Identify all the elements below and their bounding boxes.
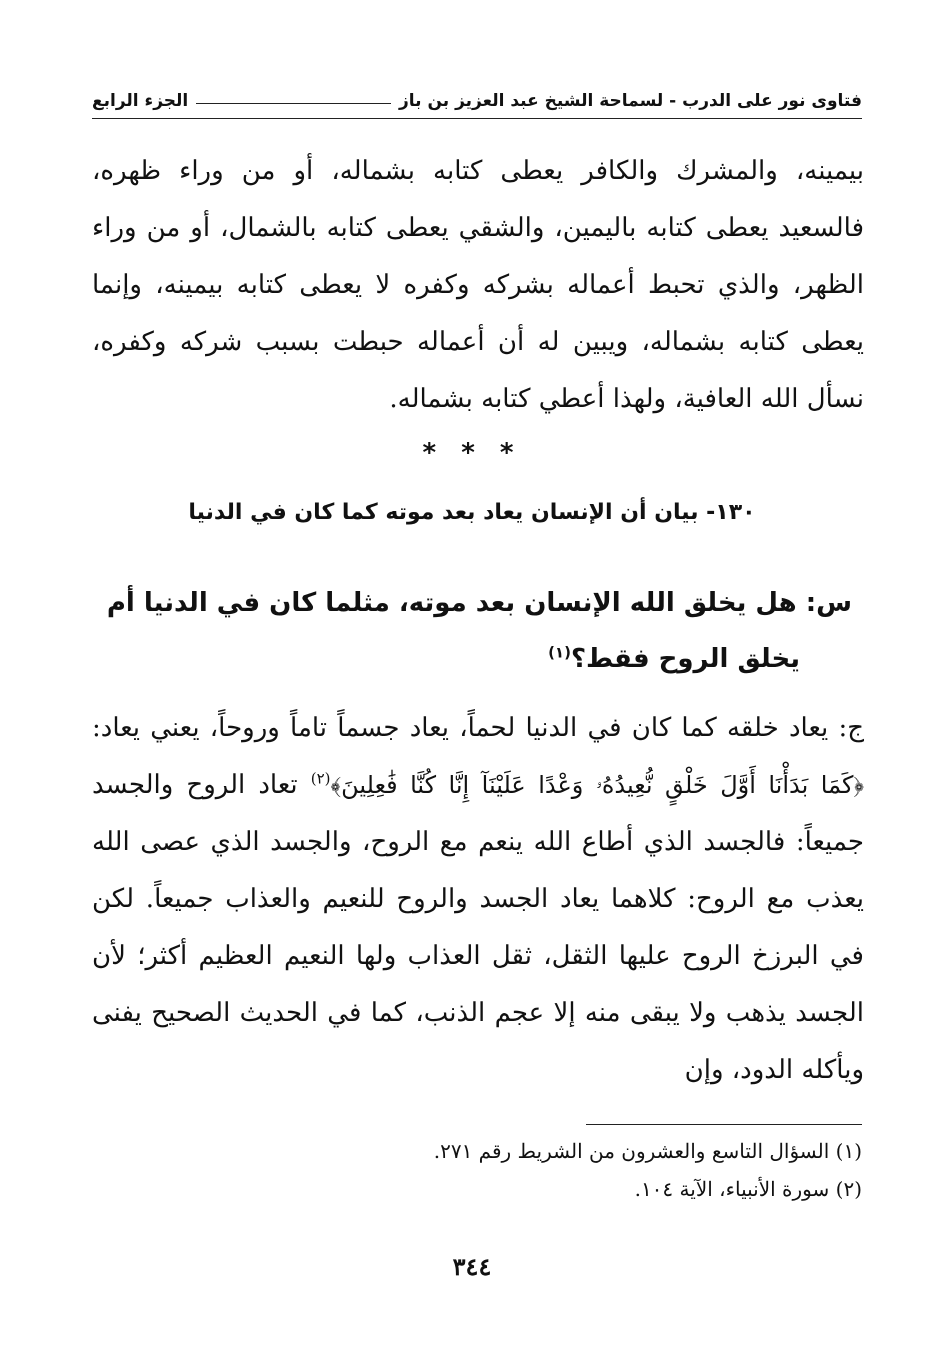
quran-verse: ﴿كَمَا بَدَأْنَا أَوَّلَ خَلْقٍ نُّعِيدُهُۥ وَعْدًا عَلَيْنَآ إِنَّا كُنَّا فَٰعِلِينَ﴾ <box>330 771 865 799</box>
question-footnote-ref: (١) <box>548 643 571 662</box>
question-block <box>96 575 852 687</box>
section-heading: ١٣٠- بيان أن الإنسان يعاد بعد موته كما كان في الدنيا <box>188 500 756 525</box>
question-line-1: س: هل يخلق الله الإنسان بعد موته، مثلما كان في الدنيا أم <box>106 588 852 618</box>
verse-footnote-ref: (٢) <box>310 769 331 788</box>
question-line-2-wrap <box>96 631 800 687</box>
question-line-2: يخلق الروح فقط؟ <box>570 644 800 674</box>
footnote-1: (١) السؤال التاسع والعشرون من الشريط رقم ٢٧١. <box>433 1139 862 1163</box>
header-title: فتاوى نور على الدرب - لسماحة الشيخ عبد العزيز بن باز <box>399 91 862 111</box>
footnote-divider <box>586 1124 862 1125</box>
answer-intro: ج: يعاد خلقه كما كان في الدنيا لحماً، يعاد جسماً تاماً وروحاً، يعني يعاد: <box>92 713 864 743</box>
footnotes <box>92 1132 862 1208</box>
paragraph-continuation: بيمينه، والمشرك والكافر يعطى كتابه بشماله، أو من وراء ظهره، فالسعيد يعطى كتابه باليمين، والشقي يعطى كتابه بالشمال، أو من وراء الظهر، والذي تحبط أعماله بشركه وكفره لا يعطى كتابه بيمينه، وإنما يعطى كتابه بشماله، ويبين له أن أعماله حبطت بسبب شركه وكفره، نسأل الله العافية، ولهذا أعطي كتابه بشماله. <box>92 156 864 414</box>
footnote-2: (٢) سورة الأنبياء، الآية ١٠٤. <box>634 1177 862 1201</box>
section-separator: * * * <box>422 438 522 468</box>
header-part: الجزء الرابع <box>92 91 189 111</box>
running-header <box>92 84 862 119</box>
header-dash-line <box>196 103 391 104</box>
answer-body: تعاد الروح والجسد جميعاً: فالجسد الذي أطاع الله ينعم مع الروح، والجسد الذي عصى الله يعذب مع الروح: كلاهما يعاد الجسد والروح للنعيم والعذاب جميعاً. لكن في البرزخ الروح عليها الثقل، ثقل العذاب ولها النعيم العظيم أكثر؛ لأن الجسد يذهب ولا يبقى منه إلا عجم الذنب، كما في الحديث الصحيح يفنى ويأكله الدود، وإن <box>92 770 864 1085</box>
page-number: ٣٤٤ <box>452 1252 492 1281</box>
answer-block <box>92 700 864 1099</box>
